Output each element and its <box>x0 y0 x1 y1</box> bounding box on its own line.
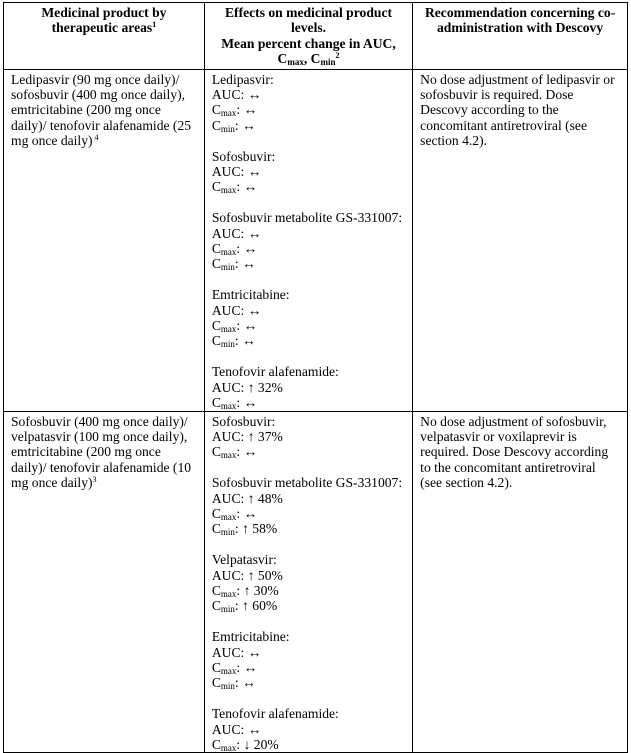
pk-value-line: $C_{max}$: ↔ <box>211 444 258 461</box>
pk-value-line: $C_{max}$: ↑ 30% <box>211 582 279 599</box>
pk-value-line: AUC: ↔ <box>211 302 262 318</box>
header-recommendation <box>413 3 628 70</box>
footnote-marker: 1 <box>152 20 157 30</box>
drug-name: Tenofovir alafenamide: <box>211 706 339 722</box>
product-cell <box>4 411 205 753</box>
spacer <box>212 537 405 552</box>
drug-name: Sofosbuvir metabolite GS-331007: <box>211 210 403 226</box>
product-text: Ledipasvir (90 mg once daily)/ sofosbuvir (400 mg once daily), emtricitabine (200 mg once daily)/ tenofovir alafenamide (25 mg once daily) <box>11 71 192 149</box>
product-text: Sofosbuvir (400 mg once daily)/ velpatasvir (100 mg once daily), emtricitabine (200 mg once daily)/ tenofovir alafenamide (10 mg once daily) <box>11 413 192 491</box>
spacer <box>212 133 405 148</box>
pk-value-line: AUC: ↑ 50% <box>211 567 283 583</box>
pk-value-line: $C_{min}$: ↔ <box>211 333 256 350</box>
drug-name: Tenofovir alafenamide: <box>211 364 339 380</box>
table-header-row <box>4 3 628 70</box>
pk-value-line: $C_{min}$: ↔ <box>211 256 256 273</box>
pk-value-line: AUC: ↑ 37% <box>211 428 283 444</box>
pk-value-line: $C_{min}$: ↔ <box>211 675 256 692</box>
pk-value-line: AUC: ↔ <box>211 644 262 660</box>
pk-value-line: $C_{min}$: ↑ 58% <box>211 521 278 538</box>
pk-value-line: $C_{max}$: ↓ 20% <box>211 736 279 753</box>
header-text: Mean percent change in AUC, <box>221 35 396 51</box>
footnote-marker: 4 <box>92 133 99 143</box>
pk-value-line: AUC: ↑ 32% <box>211 379 283 395</box>
pk-value-line: $C_{max}$: ↔ <box>211 241 258 258</box>
table-row <box>4 411 628 753</box>
effects-cell <box>204 411 412 753</box>
drug-name: Sofosbuvir: <box>211 413 276 429</box>
pk-value-line: $C_{min}$: ↔ <box>211 117 256 134</box>
pk-value-line: $C_{max}$: ↔ <box>211 318 258 335</box>
pk-value-line: $C_{max}$: ↔ <box>211 659 258 676</box>
recommendation-cell <box>413 69 628 411</box>
recommendation-text: No dose adjustment of ledipasvir or sofosbuvir is required. Dose Descovy according to the concomitant antiretroviral (see section 4.2). <box>420 71 615 149</box>
header-medicinal-product <box>4 3 205 70</box>
recommendation-text: No dose adjustment of sofosbuvir, velpatasvir or voxilaprevir is required. Dose Descovy according to the concomitant antiretroviral (see section 4.2). <box>420 413 609 491</box>
header-text: Effects on medicinal product levels. <box>224 5 393 36</box>
product-cell <box>4 69 205 411</box>
table-row <box>4 69 628 411</box>
spacer <box>212 614 405 629</box>
footnote-marker: 3 <box>92 475 97 485</box>
spacer <box>212 272 405 287</box>
effects-cell <box>204 69 412 411</box>
pk-value-line: AUC: ↔ <box>211 721 262 737</box>
pk-value-line: $C_{max}$: ↔ <box>211 179 258 196</box>
drug-name: Velpatasvir: <box>211 552 277 568</box>
pk-value-line: AUC: ↔ <box>211 164 262 180</box>
recommendation-cell <box>413 411 628 753</box>
pk-value-line: AUC: ↔ <box>211 87 262 103</box>
pk-value-line: $C_{min}$: ↑ 60% <box>211 598 278 615</box>
header-text: Medicinal product by therapeutic areas <box>41 5 167 36</box>
header-text: $C_{max}$, $C_{min}^2$ <box>277 51 340 68</box>
spacer <box>212 195 405 210</box>
header-text: Recommendation concerning co-administration with Descovy <box>424 5 616 36</box>
drug-name: Emtricitabine: <box>211 287 290 303</box>
pk-value-line: $C_{max}$: ↔ <box>211 395 258 412</box>
spacer <box>212 691 405 706</box>
drug-name: Emtricitabine: <box>211 629 290 645</box>
drug-name: Sofosbuvir: <box>211 148 276 164</box>
interaction-table <box>3 2 628 753</box>
pk-value-line: AUC: ↑ 48% <box>211 490 283 506</box>
spacer <box>212 460 405 475</box>
spacer <box>212 349 405 364</box>
drug-name: Sofosbuvir metabolite GS-331007: <box>211 475 403 491</box>
pk-value-line: $C_{max}$: ↔ <box>211 102 258 119</box>
pk-value-line: $C_{max}$: ↔ <box>211 505 258 522</box>
drug-name: Ledipasvir: <box>211 71 274 87</box>
header-effects <box>204 3 412 70</box>
pk-value-line: AUC: ↔ <box>211 225 262 241</box>
